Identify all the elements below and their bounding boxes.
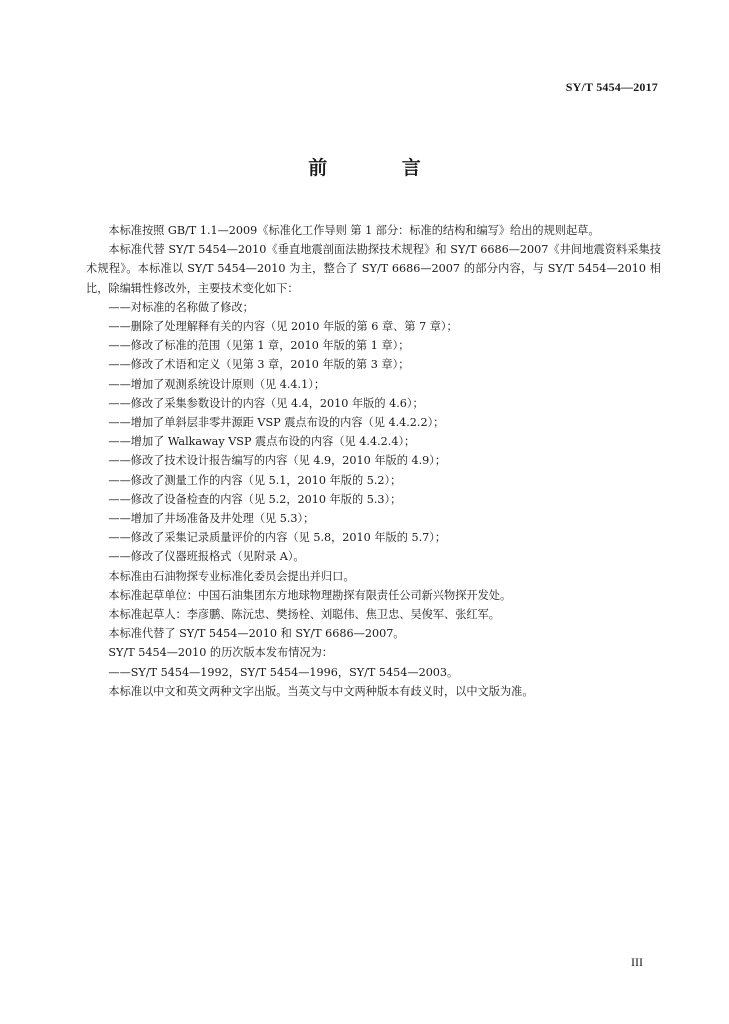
change-item: ——修改了仪器班报格式（见附录 A）。 (108, 550, 305, 564)
change-item: ——修改了设备检查的内容（见 5.2，2010 年版的 5.3）； (108, 492, 402, 506)
paragraph-proposer: 本标准由石油物探专业标准化委员会提出并归口。 (108, 569, 355, 583)
change-item: ——增加了单斜层非零井源距 VSP 震点布设的内容（见 4.4.2.2）； (108, 416, 445, 430)
paragraph-replacement: 本标准代替 SY/T 5454—2010《垂直地震剖面法勘探技术规程》和 SY/T 6686—2007《井间地震资料采集技术规程》。本标准以 SY/T 5454—2010 为主，整合了 SY/T 6686—2007 的部分内容，与 SY/T 5454—2010 相比，除编辑性修改外，主要技术变化如下： (86, 243, 661, 295)
paragraph-history-intro: SY/T 5454—2010 的历次版本发布情况为： (108, 646, 333, 660)
paragraph-language: 本标准以中文和英文两种文字出版。当英文与中文两种版本有歧义时，以中文版为准。 (108, 684, 534, 698)
change-item: ——修改了测量工作的内容（见 5.1，2010 年版的 5.2）； (108, 473, 402, 487)
page-title: 前 言 (308, 157, 455, 179)
change-item: ——修改了标准的范围（见第 1 章，2010 年版的第 1 章）； (108, 339, 410, 353)
paragraph-supersedes: 本标准代替了 SY/T 5454—2010 和 SY/T 6686—2007。 (108, 627, 405, 641)
paragraph-drafters: 本标准起草人：李彦鹏、陈沅忠、樊扬栓、刘聪伟、焦卫忠、吴俊军、张红军。 (108, 608, 500, 622)
change-item: ——修改了采集参数设计的内容（见 4.4，2010 年版的 4.6）； (108, 396, 424, 410)
change-item: ——增加了 Walkaway VSP 震点布设的内容（见 4.4.2.4）； (108, 435, 416, 449)
change-item: ——删除了处理解释有关的内容（见 2010 年版的第 6 章、第 7 章）； (108, 320, 458, 334)
change-item: ——修改了术语和定义（见第 3 章，2010 年版的第 3 章）； (108, 358, 410, 372)
paragraph-drafting-rules: 本标准按照 GB/T 1.1—2009《标准化工作导则 第 1 部分：标准的结构和编写》给出的规则起草。 (108, 224, 600, 237)
standard-number: SY/T 5454—2017 (565, 80, 658, 94)
change-item: ——增加了井场准备及井处理（见 5.3）； (108, 512, 315, 526)
change-item: ——修改了采集记录质量评价的内容（见 5.8，2010 年版的 5.7）； (108, 531, 447, 545)
change-item: ——修改了技术设计报告编写的内容（见 4.9，2010 年版的 4.9）； (108, 454, 447, 468)
page-number: III (631, 955, 643, 969)
change-item: ——增加了观测系统设计原则（见 4.4.1）； (108, 377, 326, 391)
change-item: ——对标准的名称做了修改； (108, 300, 254, 314)
paragraph-history-list: ——SY/T 5454—1992，SY/T 5454—1996，SY/T 5454—2003。 (108, 665, 459, 679)
foreword-body (86, 221, 661, 701)
paragraph-drafting-unit: 本标准起草单位：中国石油集团东方地球物理勘探有限责任公司新兴物探开发处。 (108, 588, 512, 602)
